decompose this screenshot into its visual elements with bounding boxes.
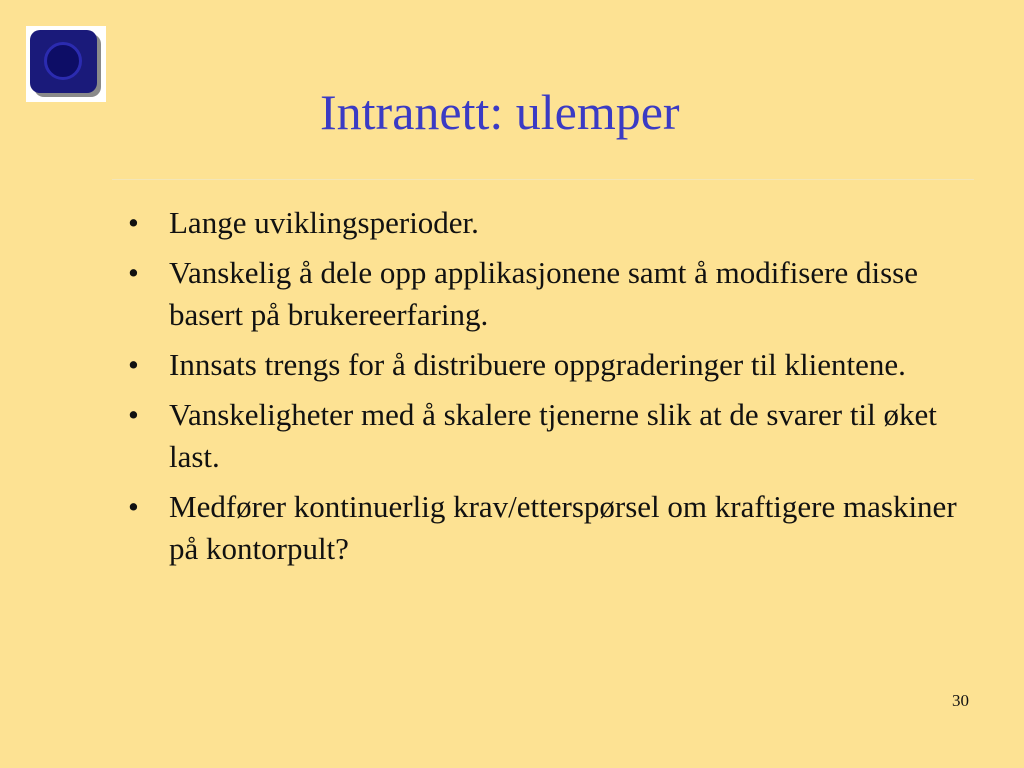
logo-circle: [44, 42, 82, 80]
slide-title: Intranett: ulemper: [320, 84, 680, 140]
bullet-dot: •: [128, 489, 139, 524]
page-number: 30: [952, 691, 969, 710]
bullet-list: [128, 202, 978, 578]
bullet-text: Medfører kontinuerlig krav/etterspørsel om kraftigere maskiner på kontorpult?: [169, 489, 957, 566]
bullet-item: [128, 344, 978, 386]
bullet-text: Lange uviklingsperioder.: [169, 205, 479, 240]
bullet-dot: •: [128, 397, 139, 432]
bullet-text: Innsats trengs for å distribuere oppgraderinger til klientene.: [169, 347, 906, 382]
bullet-dot: •: [128, 255, 139, 290]
bullet-text: Vanskeligheter med å skalere tjenerne slik at de svarer til øket last.: [169, 397, 937, 474]
bullet-item: [128, 252, 978, 336]
logo-box: [30, 30, 97, 93]
bullet-dot: •: [128, 205, 139, 240]
bullet-item: [128, 394, 978, 478]
bullet-dot: •: [128, 347, 139, 382]
bullet-item: [128, 486, 978, 570]
logo-icon: [26, 26, 106, 102]
title-divider: [112, 179, 974, 180]
bullet-text: Vanskelig å dele opp applikasjonene samt å modifisere disse basert på brukereerfaring.: [169, 255, 918, 332]
bullet-item: [128, 202, 978, 244]
